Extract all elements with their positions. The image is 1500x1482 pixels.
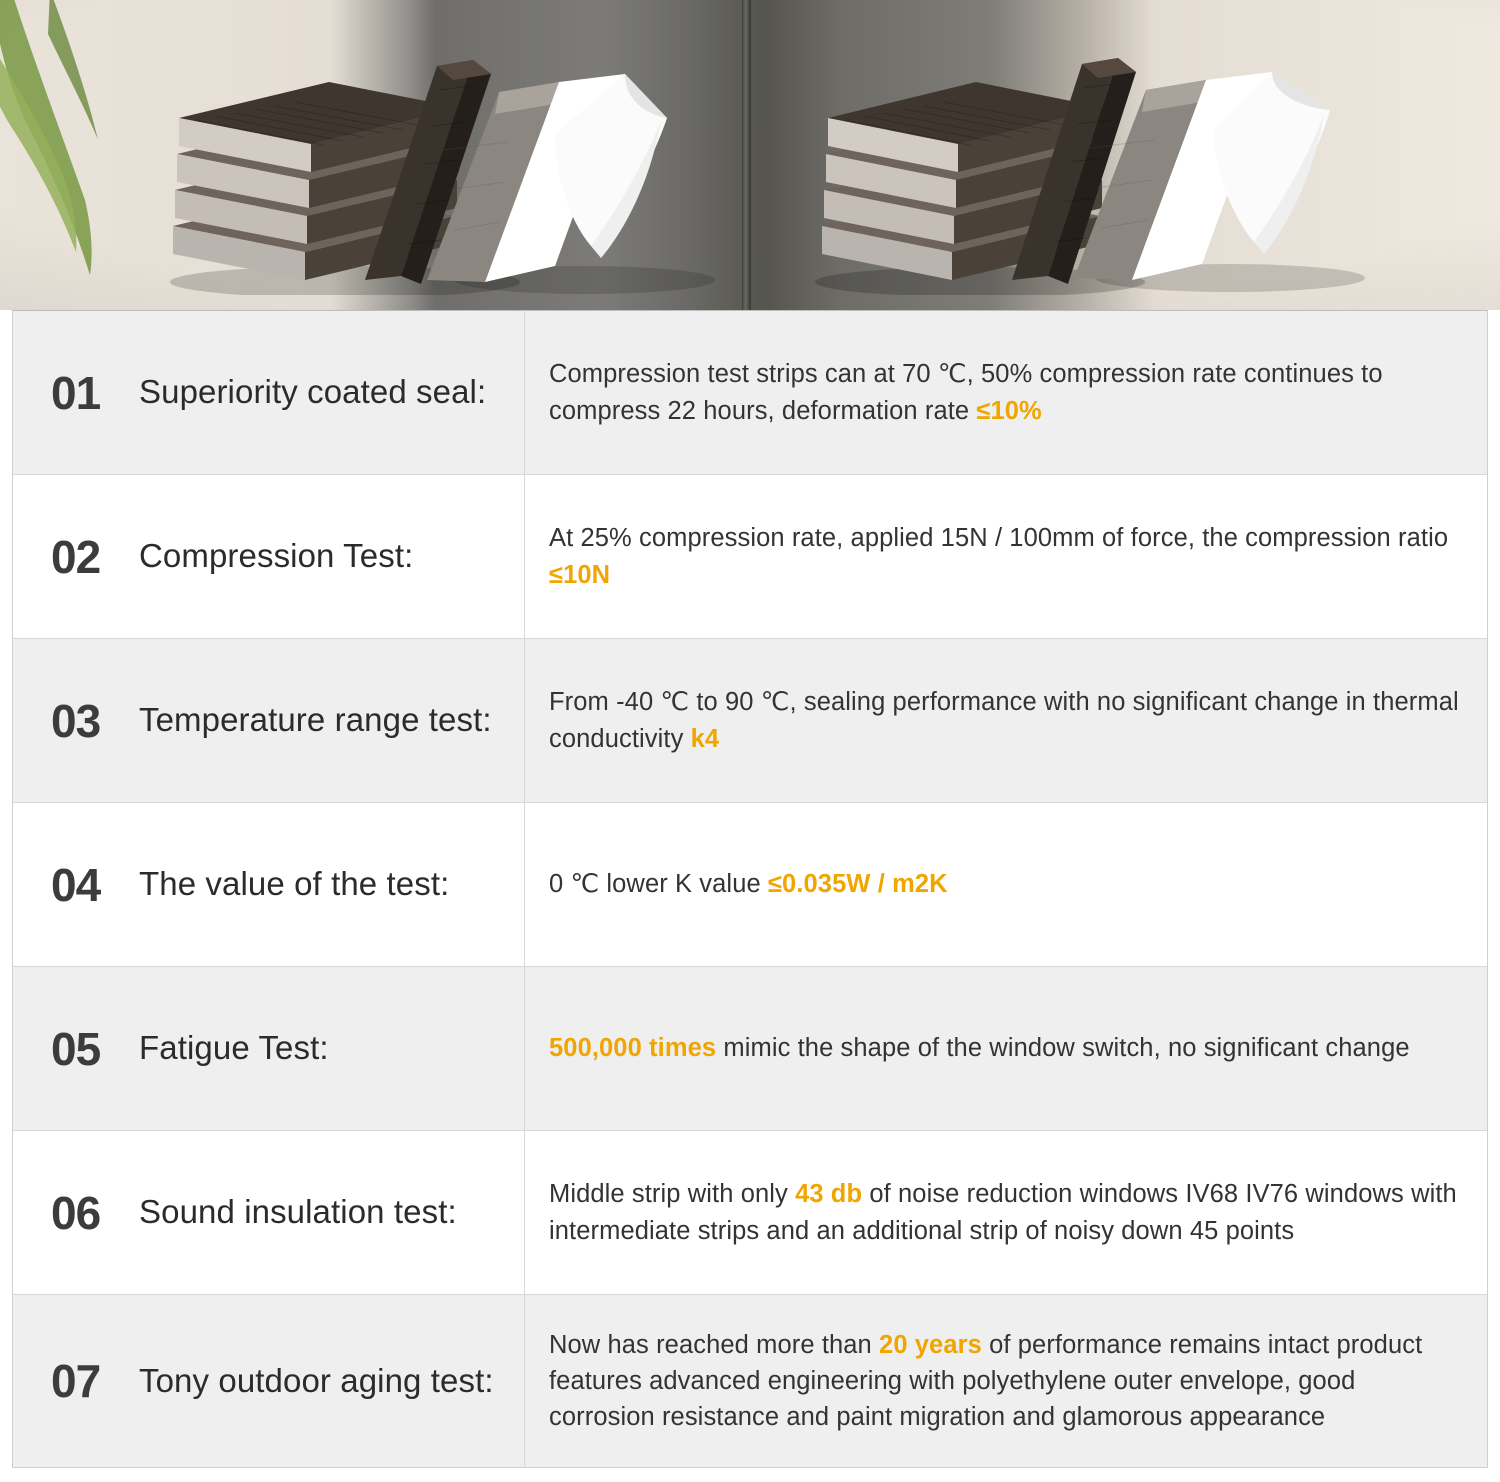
row-title: Compression Test: — [139, 537, 414, 575]
highlighted-value: ≤10% — [976, 396, 1042, 425]
row-label-cell — [13, 311, 525, 474]
row-description-cell — [525, 1131, 1487, 1294]
table-row — [13, 967, 1487, 1131]
row-description-cell — [525, 967, 1487, 1130]
row-number: 02 — [51, 530, 101, 583]
table-row — [13, 639, 1487, 803]
highlighted-value: 500,000 times — [549, 1034, 717, 1063]
highlighted-value: k4 — [690, 724, 720, 753]
row-number: 01 — [51, 366, 101, 419]
row-description-cell — [525, 475, 1487, 638]
row-label-cell — [13, 803, 525, 966]
row-title: Superiority coated seal: — [139, 373, 487, 411]
table-row — [13, 475, 1487, 639]
row-description: From -40 ℃ to 90 ℃, sealing performance with no significant change in thermal conductivity k4 — [549, 688, 1459, 753]
row-number: 04 — [51, 858, 101, 911]
row-description: Now has reached more than 20 years of performance remains intact product features advanced engineering with polyethylene outer envelope, good corrosion resistance and paint migration and glamorous appearance — [549, 1330, 1423, 1432]
row-number: 05 — [51, 1022, 101, 1075]
row-description-cell — [525, 1295, 1487, 1467]
row-description: 0 ℃ lower K value ≤0.035W / m2K — [549, 870, 948, 899]
row-label-cell — [13, 967, 525, 1130]
row-title: Temperature range test: — [139, 701, 492, 739]
hero-vignette — [0, 0, 1500, 310]
row-label-cell — [13, 475, 525, 638]
row-description: Compression test strips can at 70 ℃, 50% compression rate continues to compress 22 hours, deformation rate ≤10% — [549, 360, 1383, 425]
row-label-cell — [13, 639, 525, 802]
row-description-cell — [525, 639, 1487, 802]
row-number: 06 — [51, 1186, 101, 1239]
row-title: Sound insulation test: — [139, 1193, 457, 1231]
table-row — [13, 1295, 1487, 1467]
row-description: At 25% compression rate, applied 15N / 100mm of force, the compression ratio ≤10N — [549, 524, 1449, 589]
highlighted-value: 20 years — [879, 1330, 982, 1359]
row-description-cell — [525, 311, 1487, 474]
table-row — [13, 803, 1487, 967]
row-label-cell — [13, 1131, 525, 1294]
row-description-cell — [525, 803, 1487, 966]
row-title: Fatigue Test: — [139, 1029, 329, 1067]
table-row — [13, 311, 1487, 475]
row-description: 500,000 times mimic the shape of the window switch, no significant change — [549, 1034, 1410, 1063]
spec-table — [12, 310, 1488, 1468]
highlighted-value: 43 db — [795, 1180, 863, 1209]
row-description: Middle strip with only 43 db of noise reduction windows IV68 IV76 windows with intermediate strips and an additional strip of noisy down 45 points — [549, 1180, 1457, 1245]
highlighted-value: ≤0.035W / m2K — [767, 870, 948, 899]
row-number: 07 — [51, 1355, 101, 1407]
table-row — [13, 1131, 1487, 1295]
hero-product-photo — [0, 0, 1500, 310]
row-title: Tony outdoor aging test: — [139, 1361, 494, 1399]
row-number: 03 — [51, 694, 101, 747]
row-label-cell — [13, 1295, 525, 1467]
highlighted-value: ≤10N — [549, 560, 611, 589]
row-title: The value of the test: — [139, 865, 450, 903]
